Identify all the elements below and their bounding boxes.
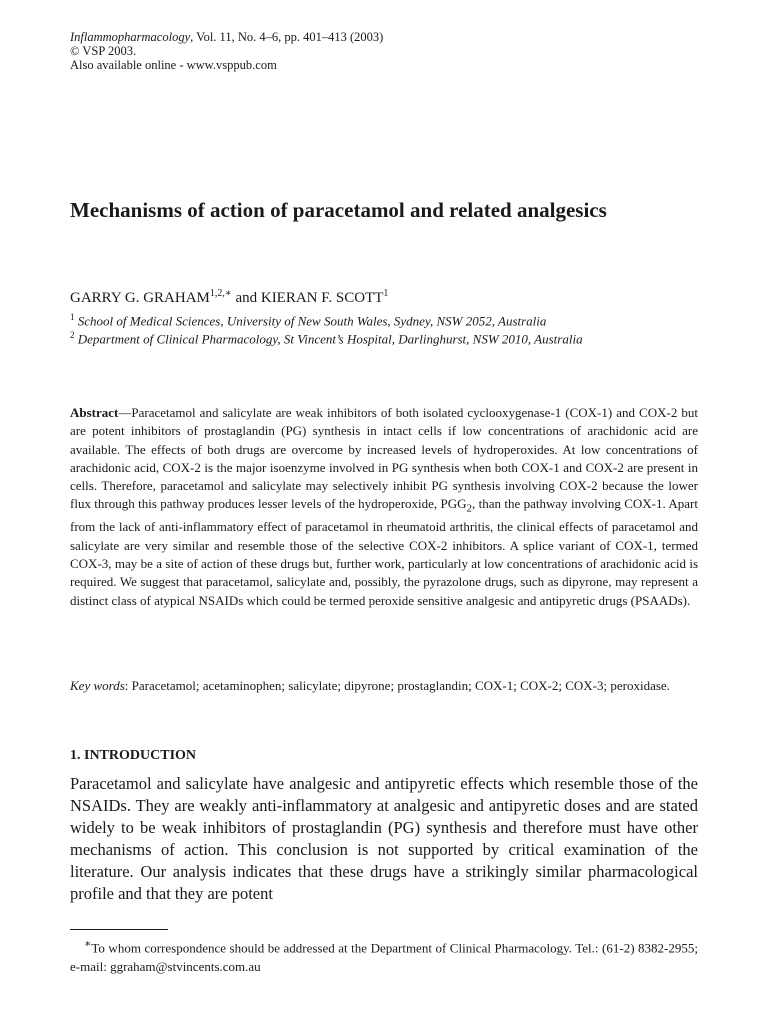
keywords xyxy=(70,677,698,695)
abstract xyxy=(70,404,698,610)
keywords-label: Key words xyxy=(70,678,125,693)
footnote xyxy=(70,935,698,976)
author-affiliation-mark: 1,2,∗ xyxy=(209,288,232,299)
author-name: KIERAN F. SCOTT xyxy=(260,290,384,306)
abstract-text-continued: , than the pathway involving COX-1. Apart from the lack of anti-inflammatory effect of paracetamol in rheumatoid arthritis, the clinical effects of paracetamol and salicylate are very similar and resemble those of the selective COX-2 inhibitors. A splice variant of COX-1, termed COX-3, may be a site of action of these drugs but, further work, particularly at low concentrations of arachidonic acid is required. We suggest that paracetamol, salicylate and, possibly, the pyrazolone drugs, such as dipyrone, may represent a distinct class of atypical NSAIDs which could be termed peroxide sensitive analgesic and antipyretic drugs (PSAADs). xyxy=(70,496,698,608)
author-connector: and xyxy=(231,290,261,306)
footnote-mark: ∗ xyxy=(84,938,92,950)
citation-details: , Vol. 11, No. 4–6, pp. 401–413 (2003) xyxy=(190,30,384,44)
affiliation xyxy=(70,327,583,347)
journal-header xyxy=(70,30,383,72)
section-heading: 1. INTRODUCTION xyxy=(70,748,197,763)
footnote-text: To whom correspondence should be addressed at the Department of Clinical Pharmacology. Tel.: (61-2) 8382-2955; e-mail: ggraham@stvincents.com.au xyxy=(70,940,698,975)
section-body: Paracetamol and salicylate have analgesic and antipyretic effects which resemble those of the NSAIDs. They are weakly anti-inflammatory at analgesic and antipyretic doses and are stated widely to be weak inhibitors of prostaglandin (PG) synthesis and therefore must have other mechanisms of action. This conclusion is not supported by critical examination of the literature. Our analysis indicates that these drugs have a strikingly similar pharmacological profile and that they are potent xyxy=(70,774,698,904)
abstract-text: —Paracetamol and salicylate are weak inhibitors of both isolated cyclooxygenase-1 (COX-1) and COX-2 but are potent inhibitors of prostaglandin (PG) synthesis in intact cells if low concentrations of arachidonic acid are available. The effects of both drugs are overcome by increased levels of hydroperoxides. At low concentrations of arachidonic acid, COX-2 is the major isoenzyme involved in PG synthesis when both COX-1 and COX-2 are present in cells. Therefore, paracetamol and salicylate may selectively inhibit PG synthesis involving COX-2 because the lower flux through this pathway produces lesser levels of the hydroperoxide, PGG xyxy=(70,405,698,512)
author-list xyxy=(70,288,388,307)
footnote-divider xyxy=(70,929,168,930)
citation-line xyxy=(70,30,383,44)
copyright-line: © VSP 2003. xyxy=(70,44,137,58)
affiliation-number: 2 xyxy=(70,330,75,340)
author-name: GARRY G. GRAHAM xyxy=(70,290,210,306)
affiliation-number: 1 xyxy=(70,312,75,322)
abstract-label: Abstract xyxy=(70,405,119,420)
journal-name: Inflammopharmacology xyxy=(70,30,191,44)
keywords-text: : Paracetamol; acetaminophen; salicylate; dipyrone; prostaglandin; COX-1; COX-2; COX-3; peroxidase. xyxy=(124,678,670,693)
online-availability: Also available online - www.vsppub.com xyxy=(70,58,277,72)
author-affiliation-mark: 1 xyxy=(383,288,389,299)
affiliation-text: Department of Clinical Pharmacology, St Vincent’s Hospital, Darlinghurst, NSW 2010, Australia xyxy=(77,331,583,347)
affiliation-text: School of Medical Sciences, University of New South Wales, Sydney, NSW 2052, Australia xyxy=(77,313,547,329)
paper-title: Mechanisms of action of paracetamol and related analgesics xyxy=(70,198,607,222)
abstract-subscript: 2 xyxy=(466,503,472,516)
